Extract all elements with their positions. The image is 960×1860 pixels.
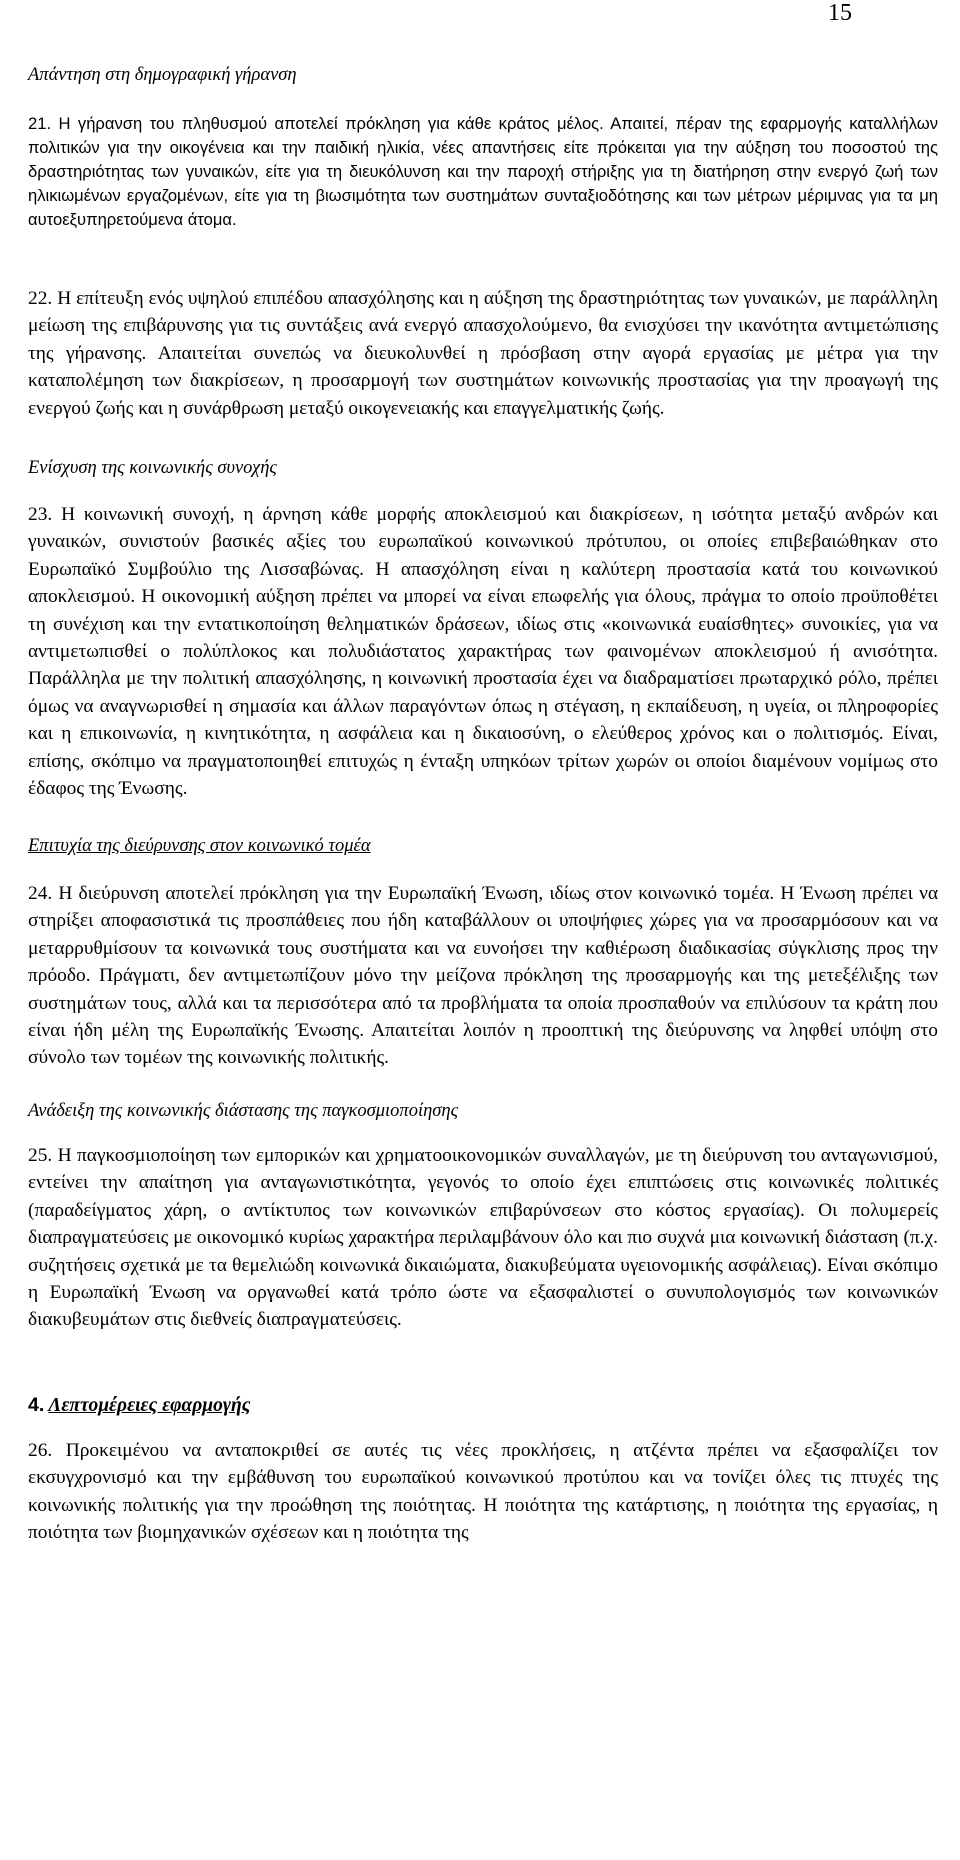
heading-social-cohesion: Ενίσχυση της κοινωνικής συνοχής	[28, 458, 277, 478]
heading-globalisation: Ανάδειξη της κοινωνικής διάστασης της παγκοσμιοποίησης	[28, 1101, 459, 1121]
paragraph-24: 24. Η διεύρυνση αποτελεί πρόκληση για την Ευρωπαϊκή Ένωση, ιδίως στον κοινωνικό τομέα. Η Ένωση πρέπει να στηρίξει αποφασιστικά τις προσπάθειες που ήδη καταβάλλουν οι υποψήφιες χώρες για να προσαρμόσουν και να μεταρρυθμίσουν τα κοινωνικά τους συστήματα και να ευνοήσει την καθιέρωση διαδικασίας σύγκλισης προς την πρόοδο. Πράγματι, δεν αντιμετωπίζουν μόνο την μείζονα πρόκληση της προσαρμογής και της μετεξέλιξης των συστημάτων τους, αλλά και τα περισσότερα από τα προβλήματα τα οποία προσπαθούν να επιλύσουν τα κράτη που είναι ήδη μέλη της Ευρωπαϊκής Ένωσης. Απαιτείται λοιπόν η προοπτική της διεύρυνσης να ληφθεί υπόψη στο σύνολο των τομέων της κοινωνικής πολιτικής.	[28, 883, 938, 1069]
heading-demographic-ageing: Απάντηση στη δημογραφική γήρανση	[28, 65, 297, 85]
section-title: Λεπτομέρειες εφαρμογής	[48, 1395, 251, 1416]
paragraph-22: 22. Η επίτευξη ενός υψηλού επιπέδου απασχόλησης και η αύξηση της δραστηριότητας των γυναικών, με παράλληλη μείωση της επιβάρυνσης για τις συντάξεις ανά ενεργό απασχολούμενο, θα ενισχύσει την ικανότητα αντιμετώπισης της γήρανσης. Απαιτείται συνεπώς να διευκολυνθεί η πρόσβαση στην αγορά εργασίας με μέτρα για την καταπολέμηση των διακρίσεων, η προσαρμογή των συστημάτων κοινωνικής προστασίας για την προαγωγή της ενεργού ζωής και η συνάρθρωση μεταξύ οικογενειακής και επαγγελματικής ζωής.	[28, 288, 938, 419]
section-heading-implementation	[28, 1392, 938, 1419]
page-number: 15	[828, 0, 852, 26]
heading-social-enlargement: Επιτυχία της διεύρυνσης στον κοινωνικό τομέα	[28, 836, 371, 856]
paragraph-26: 26. Προκειμένου να ανταποκριθεί σε αυτές τις νέες προκλήσεις, η ατζέντα πρέπει να εξασφαλίζει τον εκσυγχρονισμό και την εμβάθυνση του ευρωπαϊκού κοινωνικού προτύπου και να τονίζει όλες τις πτυχές της κοινωνικής πολιτικής για την προώθηση της ποιότητας. Η ποιότητα της κατάρτισης, η ποιότητα της εργασίας, η ποιότητα των βιομηχανικών σχέσεων και η ποιότητα της	[28, 1440, 938, 1544]
paragraph-23: 23. Η κοινωνική συνοχή, η άρνηση κάθε μορφής αποκλεισμού και διακρίσεων, η ισότητα μεταξύ ανδρών και γυναικών, συνιστούν βασικές αξίες του ευρωπαϊκού κοινωνικού πρότυπου, οι οποίες επιβεβαιώθηκαν στο Ευρωπαϊκό Συμβούλιο της Λισσαβώνας. Η απασχόληση είναι η καλύτερη προστασία κατά του κοινωνικού αποκλεισμού. Η οικονομική αύξηση πρέπει να μπορεί να είναι επωφελής για όλους, πράγμα το οποίο προϋποθέτει τη συνέχιση και την εντατικοποίηση θεληματικών δράσεων, ιδίως στις «κοινωνικά ευαίσθητες» συνοικίες, για να αντιμετωπισθεί ο πολύπλοκος και πολυδιάστατος χαρακτήρας των φαινομένων αποκλεισμού ή ανισότητα. Παράλληλα με την πολιτική απασχόλησης, η κοινωνική προστασία έχει να διαδραματίσει πρωταρχικό ρόλο, πρέπει όμως να αναγνωρισθεί η σημασία και άλλων παραγόντων όπως η στέγαση, η εκπαίδευση, η υγεία, οι πληροφορίες και η επικοινωνία, η κινητικότητα, η ασφάλεια και η δικαιοσύνη, ο ελεύθερος χρόνος και ο πολιτισμός. Είναι, επίσης, σκόπιμο να πραγματοποιηθεί επιτυχώς η ένταξη υπηκόων τρίτων χωρών οι οποίοι διαμένουν νομίμως στο έδαφος της Ένωσης.	[28, 504, 938, 800]
section-number: 4.	[28, 1394, 45, 1416]
paragraph-21: 21. Η γήρανση του πληθυσμού αποτελεί πρόκληση για κάθε κράτος μέλος. Απαιτεί, πέραν της εφαρμογής καταλλήλων πολιτικών για την οικογένεια και την παιδική ηλικία, νέες απαντήσεις είτε πρόκειται για την αύξηση του ποσοστού της δραστηριότητας των γυναικών, είτε για τη διευκόλυνση και την παροχή στήριξης για τη διατήρηση στην ενεργό ζωή των ηλικιωμένων εργαζομένων, είτε για τη βιωσιμότητα των συστημάτων συνταξιοδότησης και των μέτρων μέριμνας για τα μη αυτοεξυπηρετούμενα άτομα.	[28, 114, 938, 229]
paragraph-25: 25. Η παγκοσμιοποίηση των εμπορικών και χρηματοοικονομικών συναλλαγών, με τη διεύρυνση του ανταγωνισμού, εντείνει την απαίτηση για ανταγωνιστικότητα, γεγονός το οποίο έχει επιπτώσεις στις κοινωνικές πολιτικές (παραδείγματος χάρη, ο αντίκτυπος των κοινωνικών επιβαρύνσεων στο κόστος εργασίας). Οι πολυμερείς διαπραγματεύσεις με οικονομικό κυρίως χαρακτήρα περιλαμβάνουν όλο και πιο συχνά μια κοινωνική διάσταση (π.χ. συζητήσεις σχετικά με τα θεμελιώδη κοινωνικά δικαιώματα, διακυβεύματα υγειονομικής ασφάλειας). Είναι σκόπιμο η Ευρωπαϊκή Ένωση να οργανωθεί κατά τρόπο ώστε να εξασφαλιστεί ο συνυπολογισμός των κοινωνικών διακυβευμάτων στις διεθνείς διαπραγματεύσεις.	[28, 1145, 938, 1331]
